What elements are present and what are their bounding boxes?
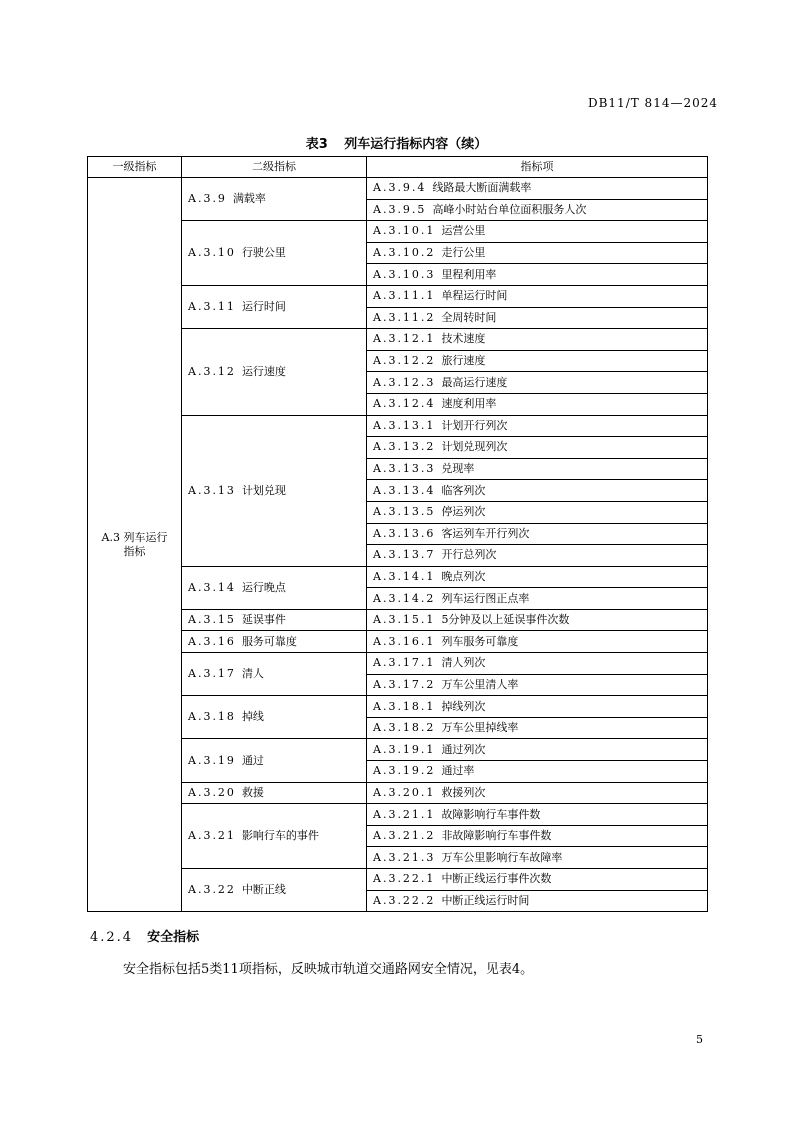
table-body [88, 178, 708, 912]
level2-code: A.3.16 [188, 634, 236, 648]
indicator-item-cell [367, 566, 708, 588]
level2-indicator-cell [182, 609, 367, 631]
table-caption-label: 表3 [305, 137, 328, 152]
indicator-item-cell [367, 480, 708, 502]
item-code: A.3.12.1 [373, 332, 436, 346]
item-name: 速度利用率 [441, 397, 497, 411]
item-code: A.3.19.2 [373, 764, 436, 778]
header-items: 指标项 [367, 157, 708, 178]
indicator-item-cell [367, 890, 708, 912]
indicator-item-cell [367, 437, 708, 459]
indicator-item-cell [367, 847, 708, 869]
indicator-item-cell [367, 761, 708, 783]
header-level1: 一级指标 [88, 157, 182, 178]
indicator-item-cell [367, 350, 708, 372]
indicator-item-cell [367, 199, 708, 221]
level2-code: A.3.15 [188, 613, 236, 627]
level2-name: 计划兑现 [241, 483, 286, 497]
table-row [88, 178, 708, 200]
level2-code: A.3.9 [188, 192, 227, 206]
item-name: 运营公里 [441, 224, 486, 238]
item-name: 兑现率 [441, 462, 475, 476]
item-code: A.3.13.2 [373, 440, 436, 454]
item-code: A.3.14.1 [373, 569, 436, 583]
table-caption [0, 133, 793, 152]
item-code: A.3.19.1 [373, 742, 436, 756]
indicator-item-cell [367, 242, 708, 264]
item-name: 万车公里影响行车故障率 [441, 850, 563, 864]
item-code: A.3.21.1 [373, 807, 436, 821]
item-name: 5分钟及以上延误事件次数 [441, 613, 570, 627]
item-name: 清人列次 [441, 656, 486, 670]
level2-code: A.3.20 [188, 785, 236, 799]
item-name: 掉线列次 [441, 699, 486, 713]
item-name: 走行公里 [441, 246, 486, 260]
item-code: A.3.13.3 [373, 462, 436, 476]
item-name: 中断正线运行时间 [441, 893, 530, 907]
item-name: 技术速度 [441, 332, 486, 346]
item-name: 最高运行速度 [441, 375, 508, 389]
item-code: A.3.11.2 [373, 310, 436, 324]
indicator-item-cell [367, 653, 708, 675]
item-name: 高峰小时站台单位面积服务人次 [432, 202, 587, 216]
document-code: DB11/T 814—2024 [587, 96, 718, 110]
item-name: 通过率 [441, 764, 475, 778]
indicator-item-cell [367, 372, 708, 394]
table-caption-title: 列车运行指标内容（续） [344, 137, 488, 152]
level2-indicator-cell [182, 653, 367, 696]
item-name: 停运列次 [441, 505, 486, 519]
item-name: 故障影响行车事件数 [441, 807, 541, 821]
indicator-item-cell [367, 869, 708, 891]
item-name: 万车公里清人率 [441, 677, 519, 691]
section-heading [90, 926, 199, 945]
indicator-item-cell [367, 804, 708, 826]
indicator-item-cell [367, 221, 708, 243]
indicator-item-cell [367, 825, 708, 847]
level2-indicator-cell [182, 696, 367, 739]
level2-indicator-cell [182, 178, 367, 221]
body-paragraph: 安全指标包括5类11项指标，反映城市轨道交通路网安全情况，见表4。 [123, 962, 534, 977]
item-code: A.3.13.6 [373, 526, 436, 540]
level2-code: A.3.19 [188, 753, 236, 767]
level1-indicator-line2: 指标 [123, 544, 146, 558]
item-code: A.3.12.2 [373, 354, 436, 368]
indicator-item-cell [367, 458, 708, 480]
level2-code: A.3.14 [188, 580, 236, 594]
level2-name: 满载率 [232, 192, 266, 206]
indicator-table [87, 156, 708, 912]
item-code: A.3.22.1 [373, 872, 436, 886]
indicator-item-cell [367, 609, 708, 631]
item-name: 列车服务可靠度 [441, 634, 519, 648]
level2-name: 延误事件 [241, 613, 286, 627]
item-name: 旅行速度 [441, 354, 486, 368]
item-name: 晚点列次 [441, 569, 486, 583]
level2-code: A.3.13 [188, 483, 236, 497]
item-name: 列车运行图正点率 [441, 591, 530, 605]
indicator-item-cell [367, 178, 708, 200]
item-name: 线路最大断面满载率 [432, 181, 532, 195]
indicator-item-cell [367, 285, 708, 307]
section-number: 4.2.4 [90, 930, 134, 945]
header-level2: 二级指标 [182, 157, 367, 178]
item-code: A.3.10.3 [373, 267, 436, 281]
item-code: A.3.13.4 [373, 483, 436, 497]
item-code: A.3.18.1 [373, 699, 436, 713]
item-name: 单程运行时间 [441, 289, 508, 303]
level1-indicator-cell [88, 178, 182, 912]
level2-code: A.3.18 [188, 710, 236, 724]
item-code: A.3.9.5 [373, 202, 427, 216]
level2-name: 运行晚点 [241, 580, 286, 594]
level2-name: 掉线 [241, 710, 264, 724]
page-number: 5 [696, 1033, 703, 1046]
item-code: A.3.14.2 [373, 591, 436, 605]
level2-indicator-cell [182, 739, 367, 782]
item-code: A.3.18.2 [373, 721, 436, 735]
indicator-item-cell [367, 739, 708, 761]
level2-indicator-cell [182, 631, 367, 653]
item-code: A.3.13.5 [373, 505, 436, 519]
indicator-item-cell [367, 717, 708, 739]
item-name: 通过列次 [441, 742, 486, 756]
indicator-item-cell [367, 264, 708, 286]
indicator-item-cell [367, 782, 708, 804]
level2-name: 运行速度 [241, 364, 286, 378]
level2-indicator-cell [182, 869, 367, 912]
item-code: A.3.10.2 [373, 246, 436, 260]
item-name: 计划兑现列次 [441, 440, 508, 454]
level2-indicator-cell [182, 415, 367, 566]
item-code: A.3.12.4 [373, 397, 436, 411]
item-code: A.3.10.1 [373, 224, 436, 238]
item-name: 计划开行列次 [441, 418, 508, 432]
indicator-item-cell [367, 674, 708, 696]
indicator-item-cell [367, 523, 708, 545]
level2-indicator-cell [182, 782, 367, 804]
table-header-row [88, 157, 708, 178]
item-name: 客运列车开行列次 [441, 526, 530, 540]
section-title: 安全指标 [147, 930, 200, 945]
level2-indicator-cell [182, 221, 367, 286]
level2-indicator-cell [182, 285, 367, 328]
level2-code: A.3.21 [188, 829, 236, 843]
level2-indicator-cell [182, 804, 367, 869]
level2-indicator-cell [182, 566, 367, 609]
level2-code: A.3.12 [188, 364, 236, 378]
level2-name: 运行时间 [241, 300, 286, 314]
item-code: A.3.13.7 [373, 548, 436, 562]
indicator-item-cell [367, 307, 708, 329]
indicator-item-cell [367, 545, 708, 567]
indicator-item-cell [367, 393, 708, 415]
item-code: A.3.12.3 [373, 375, 436, 389]
item-code: A.3.17.1 [373, 656, 436, 670]
item-name: 救援列次 [441, 785, 486, 799]
level2-code: A.3.22 [188, 883, 236, 897]
item-code: A.3.17.2 [373, 677, 436, 691]
item-code: A.3.11.1 [373, 289, 436, 303]
item-name: 全周转时间 [441, 310, 497, 324]
item-name: 中断正线运行事件次数 [441, 872, 552, 886]
level2-name: 救援 [241, 785, 264, 799]
item-code: A.3.9.4 [373, 181, 427, 195]
item-code: A.3.21.2 [373, 829, 436, 843]
item-code: A.3.22.2 [373, 893, 436, 907]
indicator-item-cell [367, 329, 708, 351]
level2-code: A.3.11 [188, 300, 236, 314]
level2-name: 通过 [241, 753, 264, 767]
level2-code: A.3.10 [188, 246, 236, 260]
level2-name: 清人 [241, 667, 264, 681]
item-code: A.3.16.1 [373, 634, 436, 648]
indicator-item-cell [367, 415, 708, 437]
level2-name: 中断正线 [241, 883, 286, 897]
item-code: A.3.13.1 [373, 418, 436, 432]
item-code: A.3.20.1 [373, 785, 436, 799]
indicator-item-cell [367, 588, 708, 610]
item-name: 里程利用率 [441, 267, 497, 281]
item-name: 非故障影响行车事件数 [441, 829, 552, 843]
indicator-item-cell [367, 501, 708, 523]
level2-name: 行驶公里 [241, 246, 286, 260]
item-code: A.3.15.1 [373, 613, 436, 627]
level2-code: A.3.17 [188, 667, 236, 681]
item-name: 万车公里掉线率 [441, 721, 519, 735]
level2-indicator-cell [182, 329, 367, 415]
indicator-item-cell [367, 696, 708, 718]
level1-indicator-line1: A.3 列车运行 [101, 530, 168, 544]
item-code: A.3.21.3 [373, 850, 436, 864]
item-name: 临客列次 [441, 483, 486, 497]
level2-name: 服务可靠度 [241, 634, 297, 648]
item-name: 开行总列次 [441, 548, 497, 562]
level2-name: 影响行车的事件 [241, 829, 319, 843]
indicator-item-cell [367, 631, 708, 653]
